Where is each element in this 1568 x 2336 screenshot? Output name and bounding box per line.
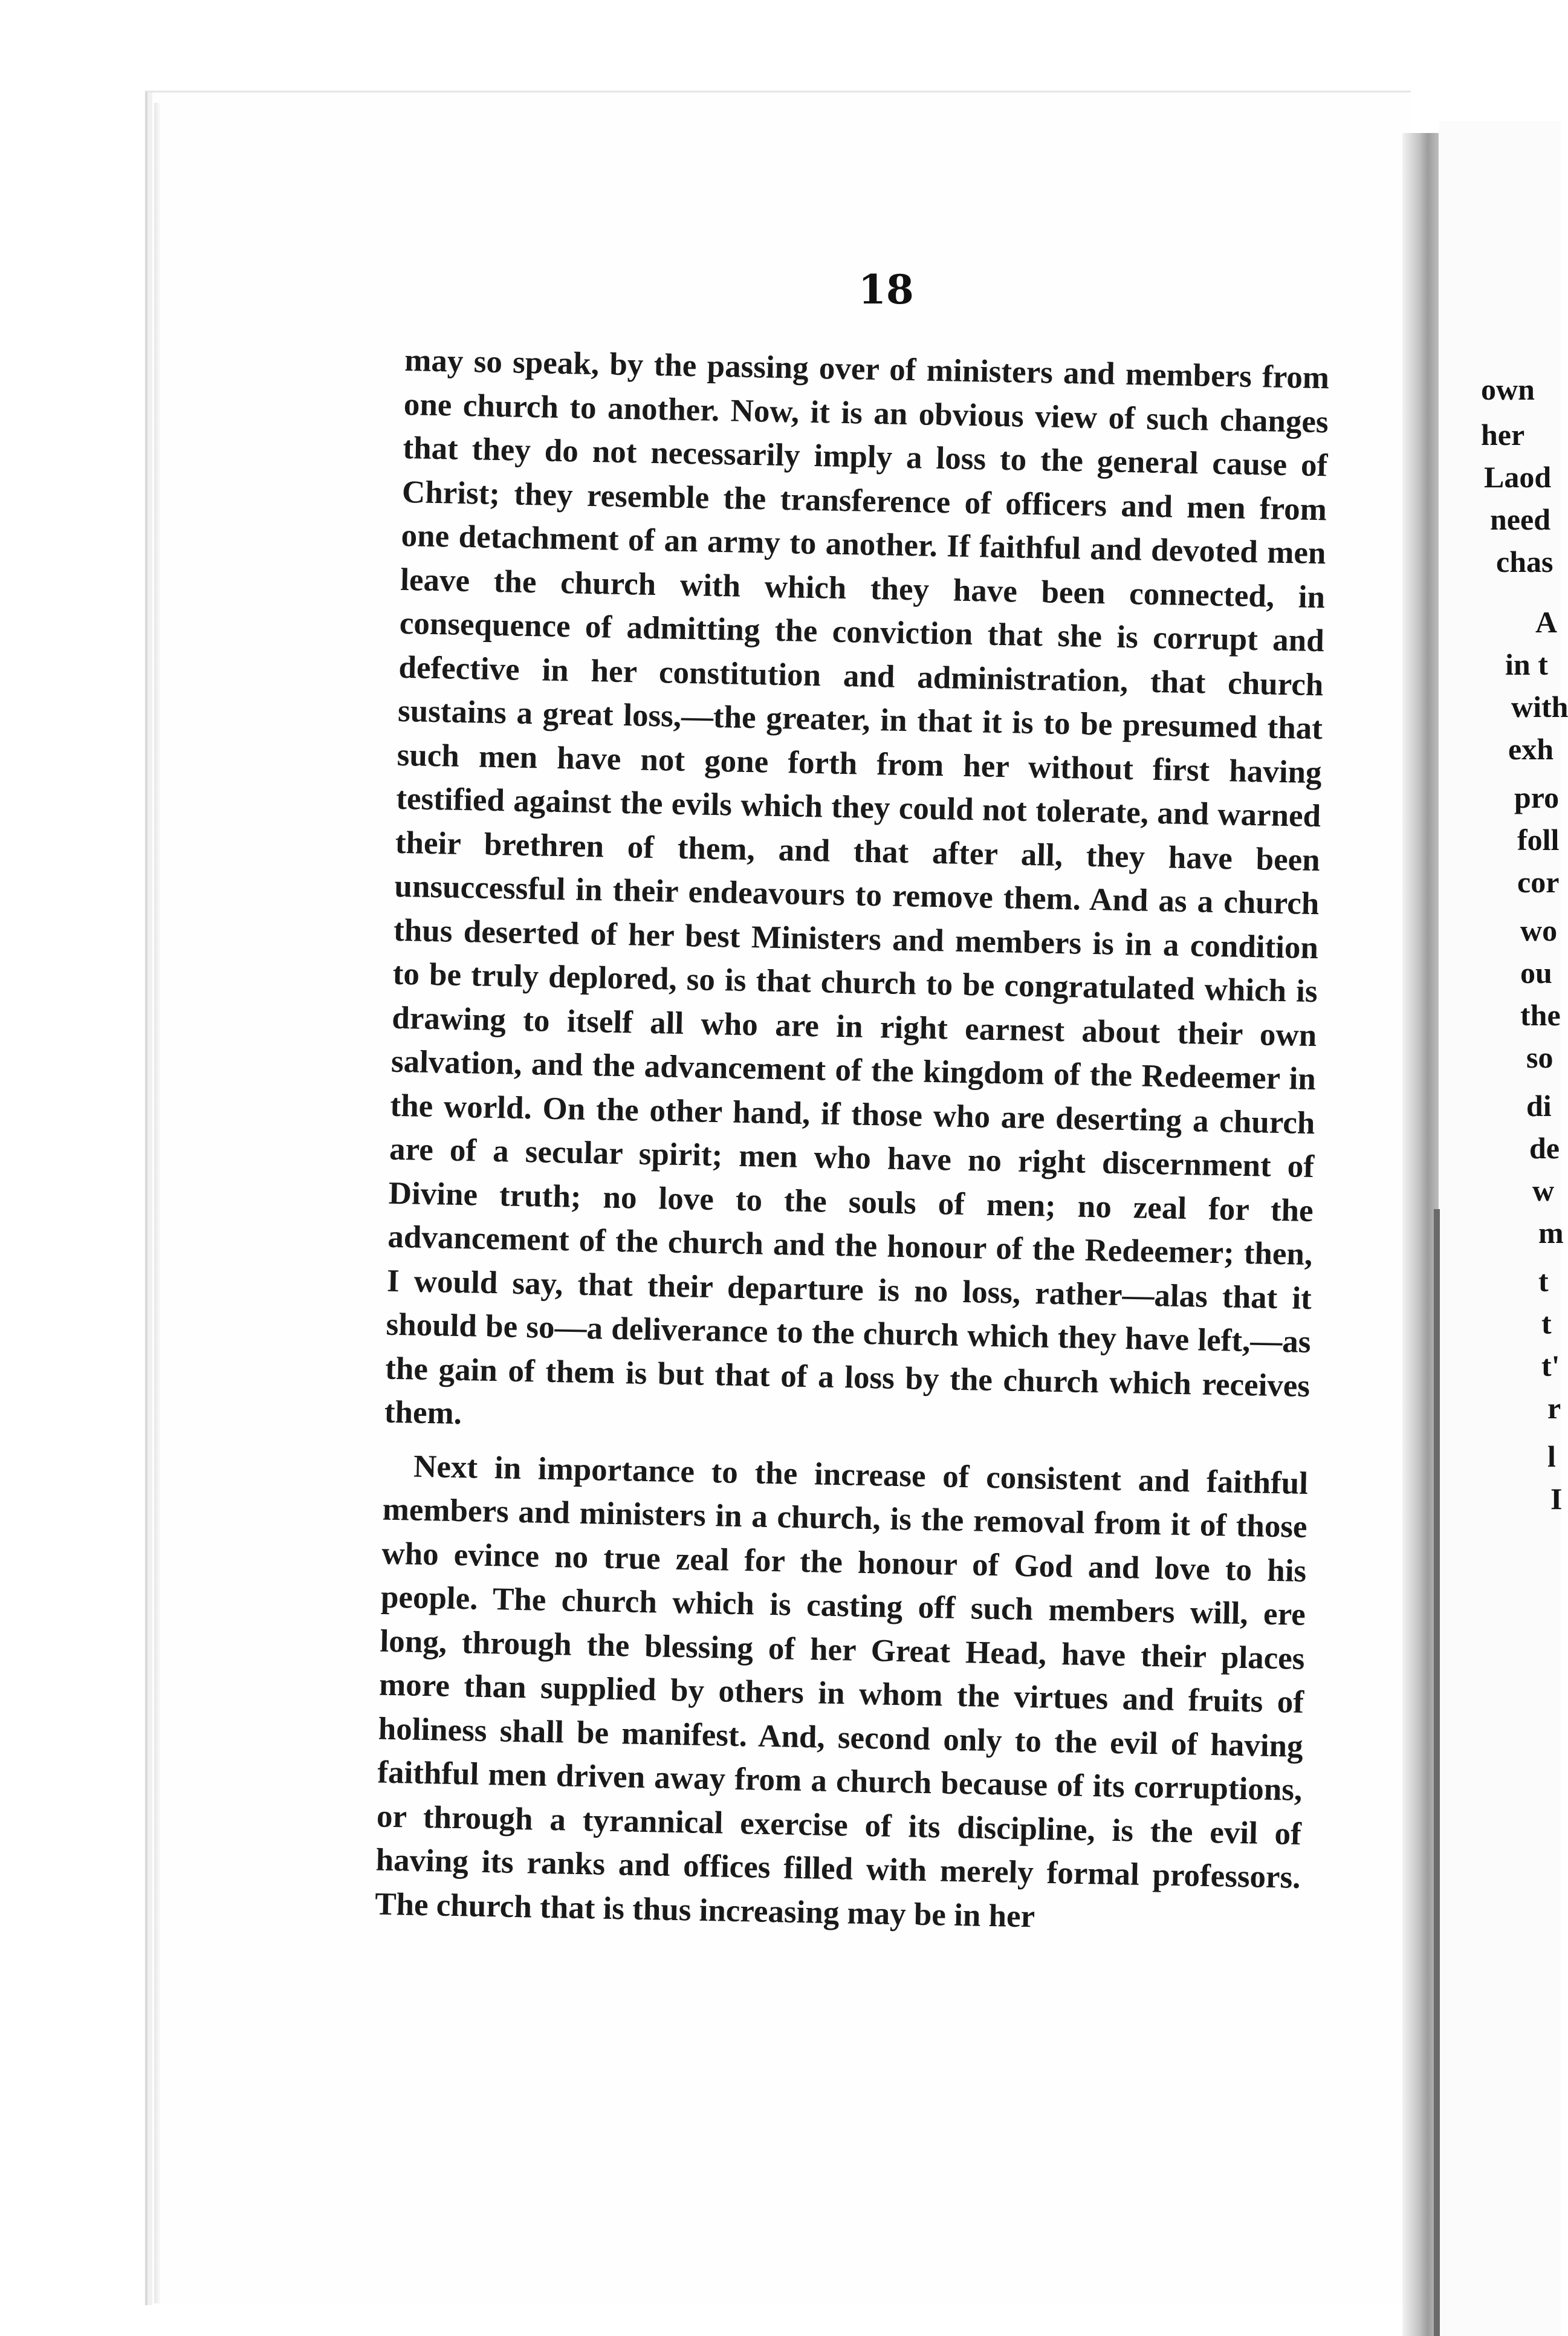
facing-page-line: cor xyxy=(1517,865,1560,899)
facing-page-line: with xyxy=(1511,690,1568,724)
facing-page-line: the xyxy=(1520,998,1561,1032)
facing-page-line: w xyxy=(1532,1173,1555,1207)
facing-page-line: ou xyxy=(1520,956,1552,990)
facing-page-line: Laod xyxy=(1484,460,1552,494)
facing-page-line: t xyxy=(1538,1264,1549,1298)
facing-page-line: pro xyxy=(1514,780,1560,814)
facing-page-line: r xyxy=(1547,1391,1561,1425)
facing-page-line: exh xyxy=(1508,732,1553,766)
facing-page-line: de xyxy=(1529,1131,1560,1165)
paragraph-2: Next in importance to the increase of consistent and faithful members and ministers in a church, is the removal from it of those who evince no true zeal for the honour of God and love to his people. The church which is casting off such members will, ere long, through the blessing of her Great Head, have their places more than supplied by others in whom the virtues and fruits of holiness shall be manifest. And, second only to the evil of having faithful men driven away from a church because of its corruptions, or through a tyrannical exercise of its discipline, is the evil of having its ranks and offices filled with merely formal professors. The church that is thus increasing may be in her xyxy=(374,1449,1309,1934)
facing-page-line: di xyxy=(1526,1089,1552,1123)
facing-page-line: A xyxy=(1535,605,1558,639)
facing-page-line: so xyxy=(1526,1040,1553,1074)
page-edge xyxy=(154,103,160,2303)
facing-page-line: in t xyxy=(1505,647,1548,681)
facing-page-line: t' xyxy=(1541,1349,1560,1383)
facing-page-line: own xyxy=(1481,372,1535,406)
facing-page-line: foll xyxy=(1517,823,1560,857)
facing-page-line: need xyxy=(1490,502,1550,536)
page-body-text xyxy=(375,339,1330,1944)
facing-page-line: m xyxy=(1538,1216,1564,1250)
facing-page-line: wo xyxy=(1520,913,1558,947)
facing-page-line: I xyxy=(1550,1482,1563,1516)
page-number: 18 xyxy=(858,266,914,313)
paragraph-1: may so speak, by the passing over of ministers and members from one church to another. Now, it is an obvious view of such changes that they do not necessarily imply a loss to the general cause of Christ; they resemble the transference of officers and men from one detachment of an army to another. If faithful and devoted men leave the church with which they have been connected, in consequence of admitting the conviction that she is corrupt and defective in her constitution and administration, that church sustains a great loss,—the greater, in that it is to be presumed that such men have not gone forth from her without first having testified against the evils which they could not tolerate, and warned their brethren of them, and that after all, they have been unsuccessful in their endeavours to remove them. And as a church thus deserted of her best Ministers and members is in a condition to be truly deplored, so is that church to be congratulated which is drawing to itself all who are in right earnest about their own salvation, and the advancement of the kingdom of the Redeemer in the world. On the other hand, if those who are deserting a church are of a secular spirit; men who have no right discernment of Divine truth; no love to the souls of men; no zeal for the advancement of the church and the honour of the Redeemer; then, I would say, that their departure is no loss, rather—alas that it should be so—a deliverance to the church which they have left,—as the gain of them is but that of a loss by the church which receives them. xyxy=(384,342,1330,1432)
facing-page-line: l xyxy=(1547,1439,1556,1473)
facing-page-line: t xyxy=(1541,1306,1552,1340)
facing-page-line: her xyxy=(1481,418,1525,452)
facing-page-line: chas xyxy=(1496,545,1553,579)
book-spine-edge xyxy=(1434,1209,1440,2336)
book-gutter-shadow xyxy=(1402,133,1439,2336)
